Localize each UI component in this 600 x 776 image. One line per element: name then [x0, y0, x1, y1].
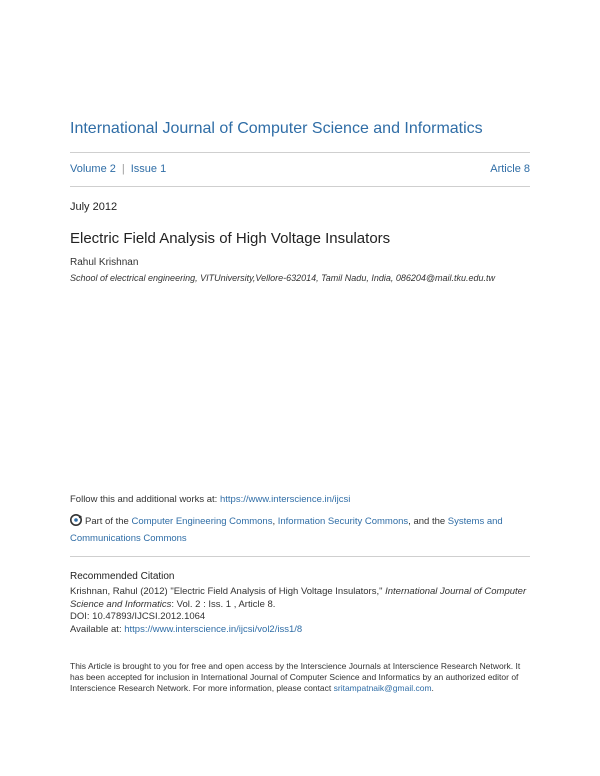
contact-email-link[interactable]: sritampatnaik@gmail.com	[333, 683, 432, 693]
footer-text: This Article is brought to you for free and open access by the Interscience Journals at Interscience Research Network. It has been accepted for inclusion in International Journal of Computer Science and Informatics by an authorized editor of Interscience Research Network. For more information, please contact	[70, 661, 521, 693]
follow-url-link[interactable]: https://www.interscience.in/ijcsi	[219, 494, 351, 505]
author-affiliation: School of electrical engineering, VITUniversity,Vellore-632014, Tamil Nadu, India, 086204@mail.tku.edu.tw	[70, 273, 496, 283]
article-title: Electric Field Analysis of High Voltage Insulators	[70, 230, 391, 247]
divider-mid	[70, 186, 530, 187]
article-number-link[interactable]: Article 8	[490, 163, 530, 175]
separator: |	[121, 163, 125, 175]
volume-issue-line	[70, 163, 166, 175]
part-of-sep2: , and the	[408, 516, 448, 527]
part-of-commons	[70, 513, 530, 547]
divider-bottom	[70, 556, 530, 557]
citation-tail: : Vol. 2 : Iss. 1 , Article 8.	[171, 598, 276, 610]
citation-plain: Krishnan, Rahul (2012) "Electric Field Analysis of High Voltage Insulators,"	[70, 586, 386, 597]
part-of-sep1: ,	[272, 516, 278, 527]
citation-doi: DOI: 10.47893/IJCSI.2012.1064	[70, 611, 206, 622]
follow-line	[70, 494, 350, 505]
commons-network-icon	[70, 514, 82, 526]
information-security-commons-link[interactable]: Information Security Commons	[277, 516, 409, 527]
issue-link[interactable]: Issue 1	[130, 163, 167, 175]
footer-note	[70, 661, 530, 694]
divider-top	[70, 152, 530, 153]
recommended-citation-heading: Recommended Citation	[70, 571, 175, 582]
systems-communications-commons-link[interactable]: Systems and Communications Commons	[70, 516, 503, 544]
citation-journal-italic: International Journal of Computer Science and Informatics	[70, 586, 527, 610]
citation-block	[70, 586, 530, 636]
publication-date: July 2012	[70, 201, 118, 213]
computer-engineering-commons-link[interactable]: Computer Engineering Commons	[131, 516, 273, 527]
available-url-link[interactable]: https://www.interscience.in/ijcsi/vol2/iss1/8	[124, 623, 303, 635]
volume-link[interactable]: Volume 2	[70, 163, 116, 175]
follow-text: Follow this and additional works at:	[70, 494, 220, 505]
available-label: Available at:	[70, 623, 125, 635]
footer-end: .	[431, 683, 434, 693]
journal-title[interactable]: International Journal of Computer Science and Informatics	[70, 120, 483, 137]
author-name: Rahul Krishnan	[70, 257, 139, 268]
part-of-prefix: Part of the	[85, 516, 132, 527]
